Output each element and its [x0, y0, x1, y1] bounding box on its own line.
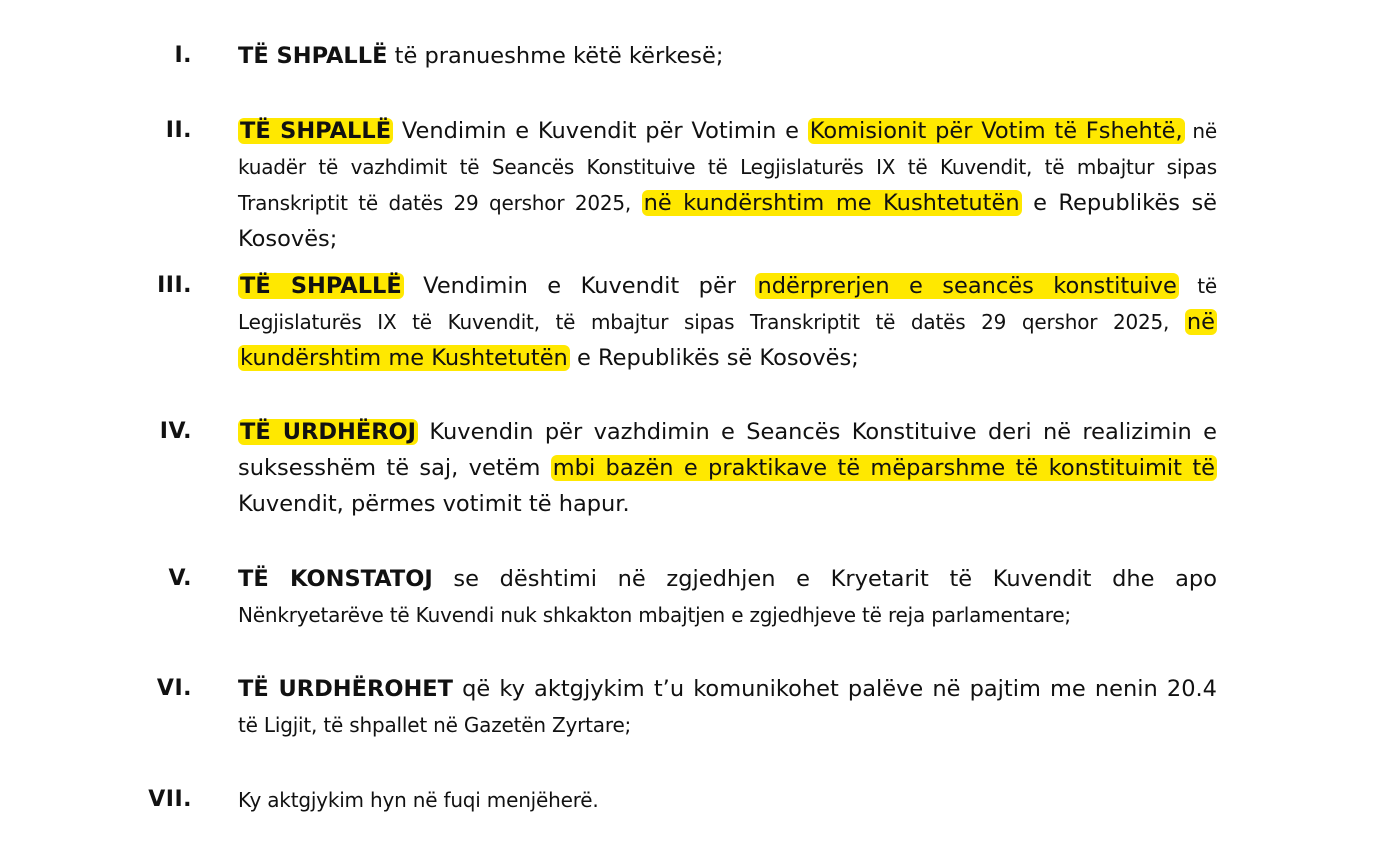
- item-text-part: e Republikës së Kosovës;: [238, 190, 1218, 252]
- item-number: VII.: [148, 787, 192, 812]
- item-number: V.: [168, 566, 192, 591]
- item-text-part: të Legjislaturës IX të Kuvendit, të mbajtur sipas Transkriptit të datës 29 qershor 2025,: [238, 274, 1218, 334]
- item-text-part: e Republikës së Kosovës;: [569, 345, 859, 371]
- item-lead: TË SHPALLË: [238, 43, 388, 69]
- item-lead-highlighted: TË SHPALLË: [240, 273, 402, 299]
- item-number: I.: [174, 43, 192, 68]
- item-text: [238, 671, 1217, 743]
- item-text: [238, 561, 1217, 633]
- item-number: III.: [157, 273, 192, 298]
- item-text: [238, 38, 1217, 74]
- item-text-part: Nënkryetarëve të Kuvendi nuk shkakton mbajtjen e zgjedhjeve të reja parlamentare;: [238, 603, 1071, 627]
- item-text-part: të Ligjit, të shpallet në Gazetën Zyrtare;: [238, 713, 632, 737]
- item-lead-highlighted: TË URDHËROJ: [240, 419, 417, 445]
- item-text: [238, 414, 1217, 522]
- item-text-part: Kuvendit, përmes votimit të hapur.: [238, 491, 630, 517]
- item-text-part: që ky aktgjykim t’u komunikohet palëve në pajtim me nenin 20.4: [453, 676, 1217, 702]
- item-text-part: të pranueshme këtë kërkesë;: [387, 43, 724, 69]
- item-text-part: Kuvendin për vazhdimin e Seancës Konstituive deri në realizimin e suksesshëm të saj, vetëm: [238, 419, 1217, 481]
- highlighted-phrase: në kundërshtim me Kushtetutën: [240, 309, 1215, 371]
- item-text: [238, 113, 1217, 257]
- highlighted-phrase: Komisionit për Votim të Fshehtë,: [809, 118, 1183, 144]
- item-text: [238, 782, 1217, 818]
- item-lead: TË URDHËROHET: [238, 676, 453, 702]
- item-text-part: Vendimin e Kuvendit për Votimin e: [393, 118, 808, 144]
- item-text-part: në kuadër të vazhdimit të Seancës Konstituive të Legjislaturës IX të Kuvendit, të mbajtur sipas Transkriptit të datës 29 qershor 2025,: [238, 119, 1217, 215]
- highlighted-phrase: ndërprerjen e seancës konstituive: [757, 273, 1177, 299]
- item-text: [238, 268, 1217, 376]
- item-text-part: se dështimi në zgjedhjen e Kryetarit të Kuvendit dhe apo: [432, 566, 1217, 592]
- highlighted-phrase: mbi bazën e praktikave të mëparshme të konstituimit të: [552, 455, 1215, 481]
- item-lead-highlighted: TË SHPALLË: [240, 118, 392, 144]
- highlighted-phrase: në kundërshtim me Kushtetutën: [643, 190, 1020, 216]
- item-text-part: Vendimin e Kuvendit për: [403, 273, 756, 299]
- item-number: VI.: [156, 676, 192, 701]
- item-number: II.: [165, 118, 192, 143]
- item-lead: TË KONSTATOJ: [238, 566, 433, 592]
- item-number: IV.: [159, 419, 192, 444]
- item-text-part: Ky aktgjykim hyn në fuqi menjëherë.: [238, 788, 599, 812]
